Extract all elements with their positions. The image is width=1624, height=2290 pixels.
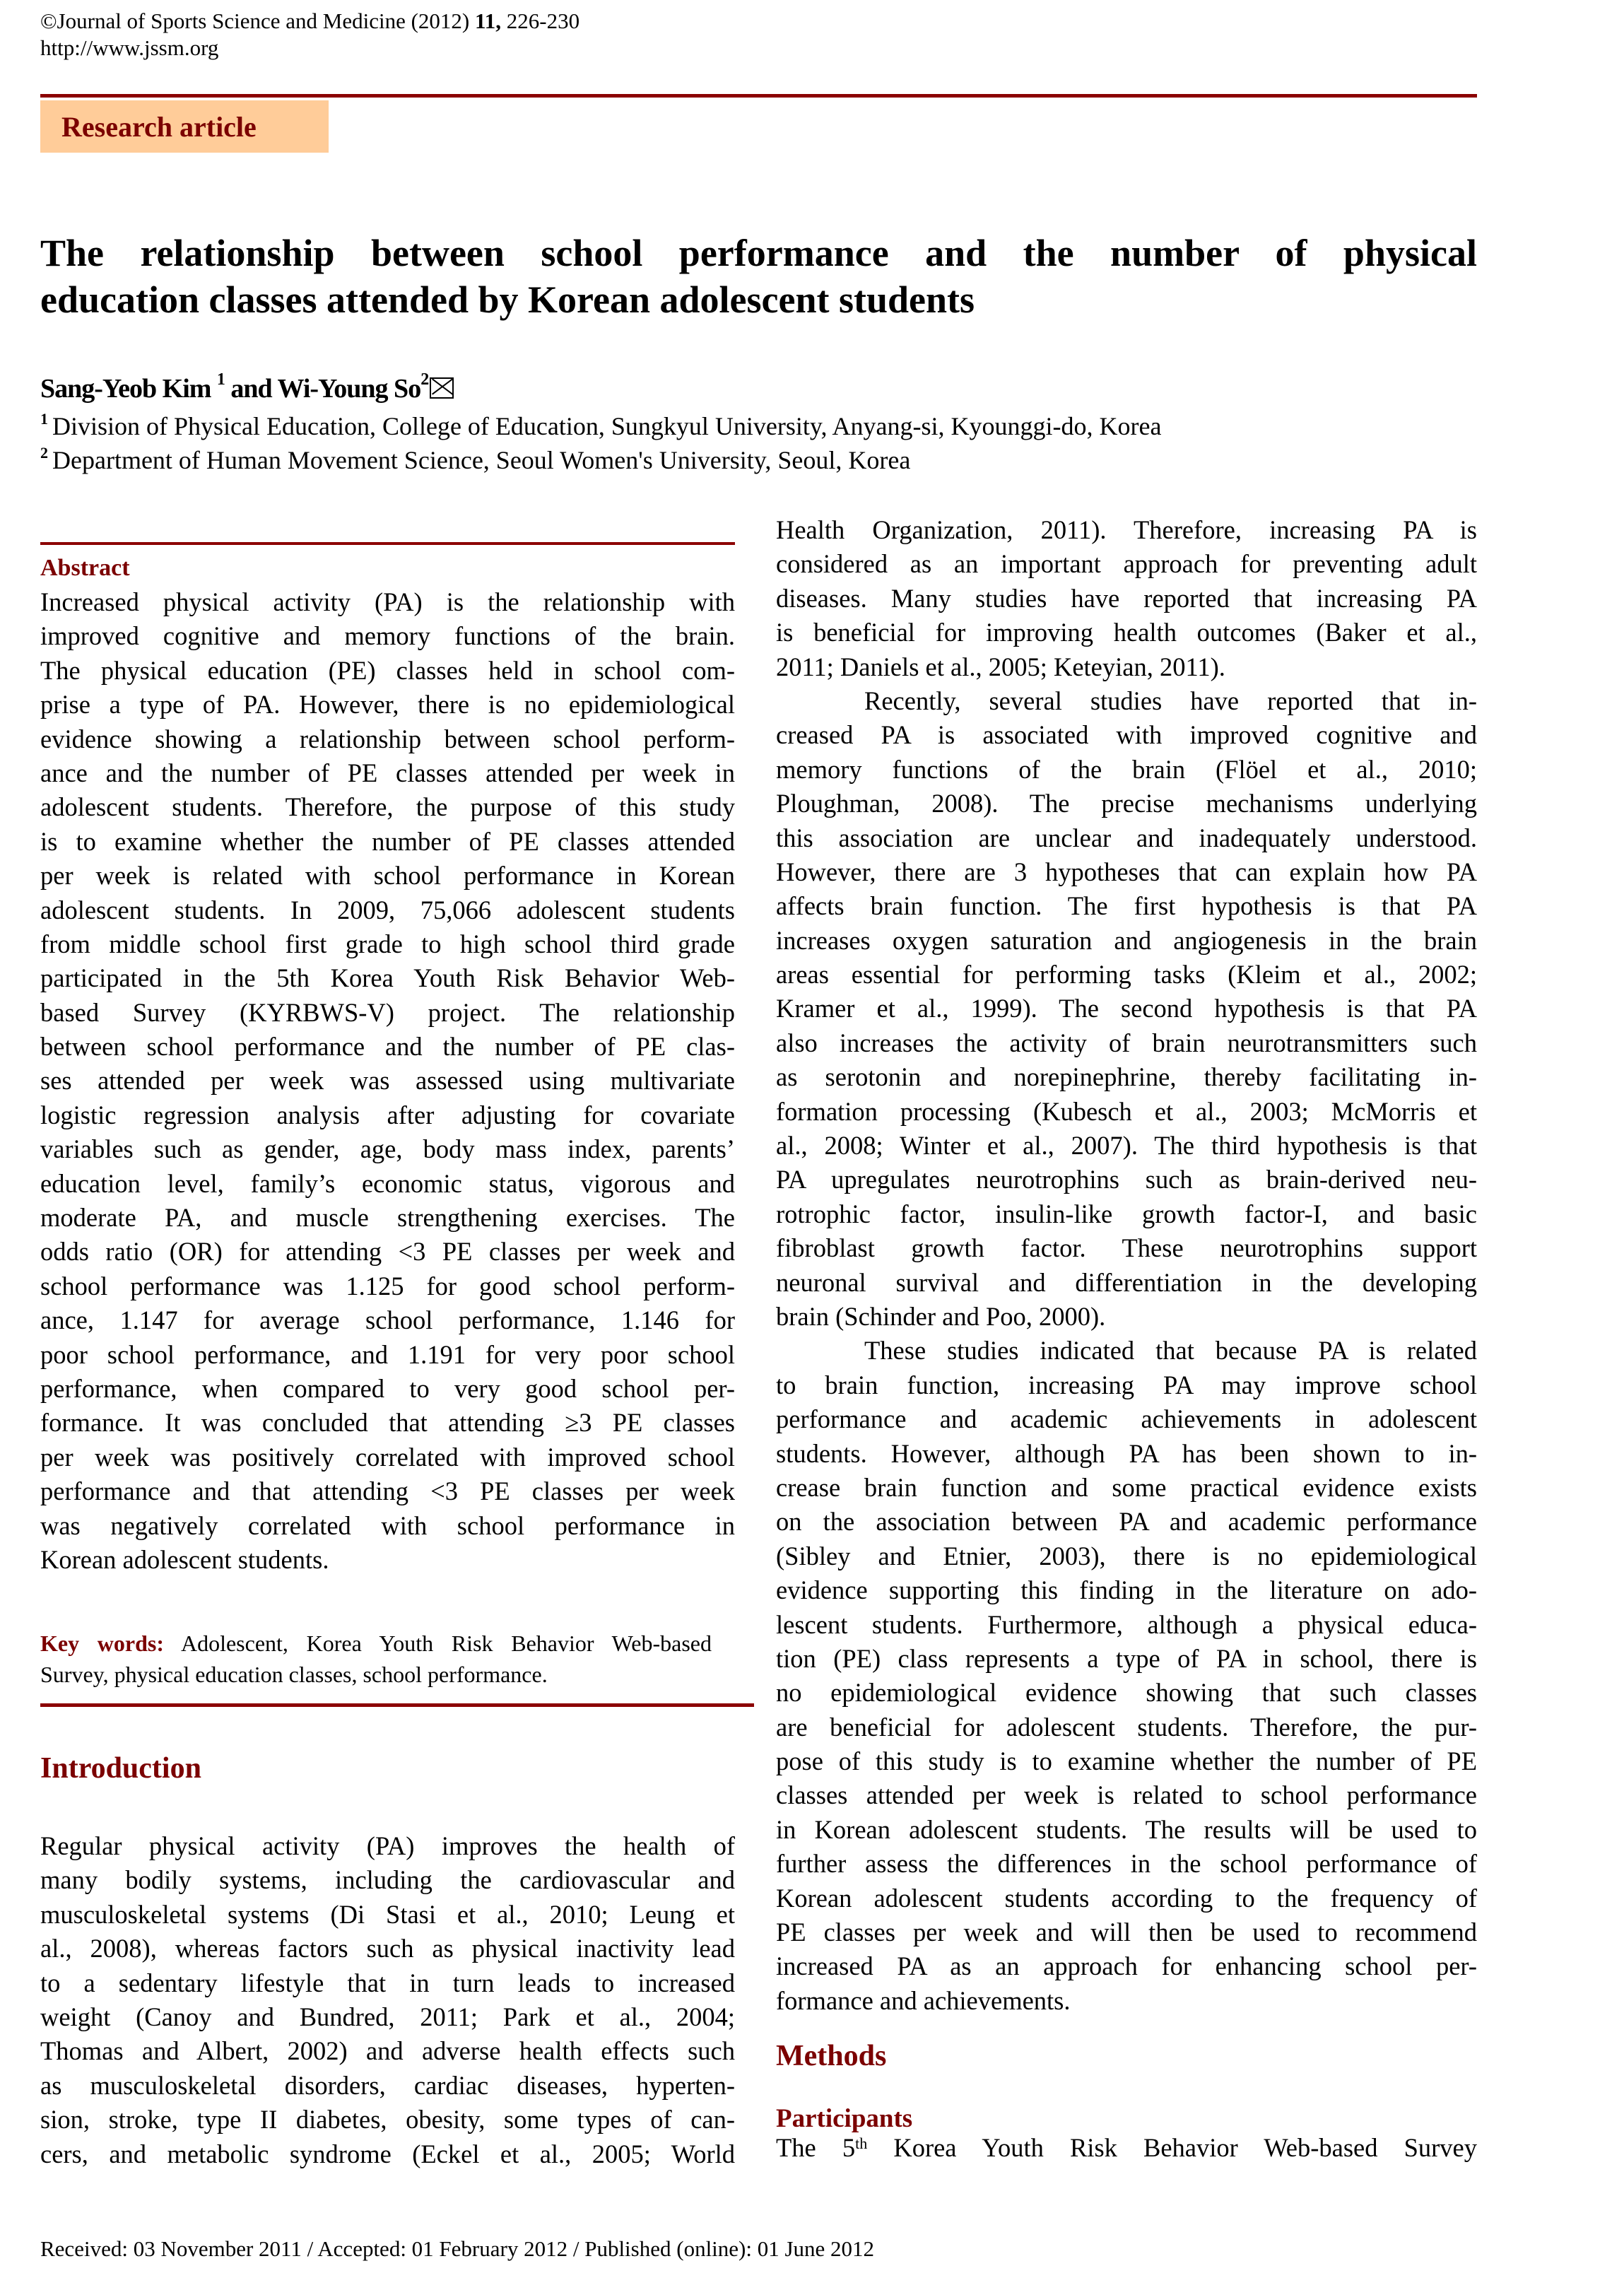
participants-line bbox=[776, 2131, 1477, 2165]
right-column-body bbox=[776, 513, 1477, 2018]
affiliation-number: 2 bbox=[40, 444, 48, 462]
body-line: diseases. Many studies have reported that increasing PA bbox=[776, 583, 1477, 613]
abstract-line: Korean adolescent students. bbox=[40, 1544, 329, 1574]
keywords-text: Adolescent, Korea Youth Risk Behavior Web-based bbox=[164, 1631, 712, 1656]
body-line: These studies indicated that because PA is related bbox=[864, 1336, 1477, 1366]
body-line: is beneficial for improving health outcomes (Baker et al., bbox=[776, 618, 1477, 647]
body-line: classes attended per week is related to school performance bbox=[776, 1780, 1477, 1810]
abstract-line: Increased physical activity (PA) is the relationship with bbox=[40, 587, 735, 616]
introduction-line: as musculoskeletal disorders, cardiac diseases, hyperten- bbox=[40, 2070, 735, 2100]
body-line: Recently, several studies have reported that in- bbox=[864, 686, 1477, 715]
abstract-line: odds ratio (OR) for attending <3 PE classes per week and bbox=[40, 1237, 735, 1267]
body-line: PE classes per week and will then be used to recommend bbox=[776, 1918, 1477, 1947]
abstract-line: adolescent students. Therefore, the purpose of this study bbox=[40, 792, 735, 822]
author-list bbox=[40, 370, 454, 404]
abstract-line: from middle school first grade to high school third grade bbox=[40, 929, 735, 958]
abstract-line: participated in the 5th Korea Youth Risk Behavior Web- bbox=[40, 963, 735, 993]
body-line: al., 2008; Winter et al., 2007). The third hypothesis is that bbox=[776, 1131, 1477, 1161]
journal-url[interactable]: http://www.jssm.org bbox=[40, 35, 219, 60]
article-title bbox=[40, 230, 1477, 323]
abstract-line: variables such as gender, age, body mass index, parents’ bbox=[40, 1134, 735, 1164]
keywords-text: Survey, physical education classes, school performance. bbox=[40, 1662, 548, 1687]
body-line: as serotonin and norepinephrine, thereby facilitating in- bbox=[776, 1062, 1477, 1092]
body-line: PA upregulates neurotrophins such as brain-derived neu- bbox=[776, 1165, 1477, 1194]
abstract-line: adolescent students. In 2009, 75,066 adolescent students bbox=[40, 895, 735, 924]
envelope-icon[interactable] bbox=[430, 377, 454, 399]
body-line: are beneficial for adolescent students. Therefore, the pur- bbox=[776, 1712, 1477, 1742]
abstract-body bbox=[40, 585, 735, 1577]
body-line: further assess the differences in the school performance of bbox=[776, 1849, 1477, 1879]
body-line: rotrophic factor, insulin-like growth factor-I, and basic bbox=[776, 1199, 1477, 1228]
introduction-line: cers, and metabolic syndrome (Eckel et al., 2005; World bbox=[40, 2139, 735, 2168]
article-type-label: Research article bbox=[61, 111, 257, 143]
participants-body bbox=[776, 2131, 1477, 2165]
author-name: Wi-Young So bbox=[277, 374, 421, 404]
body-line: crease brain function and some practical evidence exists bbox=[776, 1472, 1477, 1502]
abstract-line: school performance was 1.125 for good school perform- bbox=[40, 1271, 735, 1300]
journal-volume: 11, bbox=[475, 8, 502, 33]
body-line: formance and achievements. bbox=[776, 1985, 1071, 2015]
keywords bbox=[40, 1628, 712, 1690]
body-line: pose of this study is to examine whether the number of PE bbox=[776, 1746, 1477, 1776]
title-line: The relationship between school performance and the number of physical bbox=[40, 232, 1477, 274]
participants-text: Korea Youth Risk Behavior Web-based Survey bbox=[867, 2133, 1477, 2162]
abstract-line: between school performance and the number of PE clas- bbox=[40, 1032, 735, 1062]
body-line: creased PA is associated with improved cognitive and bbox=[776, 720, 1477, 750]
abstract-line: ses attended per week was assessed using multivariate bbox=[40, 1066, 735, 1096]
introduction-line: many bodily systems, including the cardiovascular and bbox=[40, 1865, 735, 1895]
body-line: affects brain function. The first hypothesis is that PA bbox=[776, 891, 1477, 921]
body-line: lescent students. Furthermore, although a physical educa- bbox=[776, 1609, 1477, 1639]
journal-citation bbox=[40, 8, 579, 34]
abstract-line: per week is related with school performance in Korean bbox=[40, 861, 735, 891]
body-line: increased PA as an approach for enhancing school per- bbox=[776, 1951, 1477, 1981]
body-line: increases oxygen saturation and angiogenesis in the brain bbox=[776, 925, 1477, 955]
abstract-line: was negatively correlated with school performance in bbox=[40, 1510, 735, 1540]
body-line: evidence supporting this finding in the literature on ado- bbox=[776, 1575, 1477, 1605]
introduction-line: Thomas and Albert, 2002) and adverse health effects such bbox=[40, 2036, 735, 2066]
header-rule bbox=[40, 94, 1477, 98]
body-line: performance and academic achievements in adolescent bbox=[776, 1404, 1477, 1434]
body-line: However, there are 3 hypotheses that can explain how PA bbox=[776, 857, 1477, 886]
body-line: (Sibley and Etnier, 2003), there is no epidemiological bbox=[776, 1541, 1477, 1570]
body-line: neuronal survival and differentiation in the developing bbox=[776, 1267, 1477, 1297]
introduction-heading: Introduction bbox=[40, 1752, 201, 1785]
abstract-line: formance. It was concluded that attending ≥3 PE classes bbox=[40, 1408, 735, 1438]
author-affiliation-marker: 1 bbox=[216, 370, 225, 389]
introduction-line: Regular physical activity (PA) improves the health of bbox=[40, 1831, 735, 1860]
abstract-line: is to examine whether the number of PE classes attended bbox=[40, 826, 735, 856]
keywords-label: Key words: bbox=[40, 1631, 165, 1656]
introduction-body bbox=[40, 1829, 735, 2171]
introduction-line: al., 2008), whereas factors such as physical inactivity lead bbox=[40, 1934, 735, 1963]
body-line: brain (Schinder and Poo, 2000). bbox=[776, 1301, 1106, 1331]
keywords-bottom-rule bbox=[40, 1703, 754, 1707]
article-type-badge bbox=[40, 100, 329, 153]
affiliation bbox=[40, 445, 910, 475]
author-affiliation-marker: 2 bbox=[420, 370, 429, 389]
title-line: education classes attended by Korean adolescent students bbox=[40, 278, 975, 321]
abstract-line: moderate PA, and muscle strengthening exercises. The bbox=[40, 1203, 735, 1233]
abstract-line: improved cognitive and memory functions of the brain. bbox=[40, 621, 735, 651]
body-line: tion (PE) class represents a type of PA in school, there is bbox=[776, 1643, 1477, 1673]
abstract-line: based Survey (KYRBWS-V) project. The relationship bbox=[40, 997, 735, 1027]
abstract-line: prise a type of PA. However, there is no epidemiological bbox=[40, 690, 735, 720]
affiliation-number: 1 bbox=[40, 410, 48, 428]
body-line: considered as an important approach for preventing adult bbox=[776, 549, 1477, 579]
body-line: no epidemiological evidence showing that such classes bbox=[776, 1678, 1477, 1708]
participants-heading: Participants bbox=[776, 2104, 913, 2133]
introduction-line: musculoskeletal systems (Di Stasi et al., 2010; Leung et bbox=[40, 1899, 735, 1929]
body-line: this association are unclear and inadequately understood. bbox=[776, 823, 1477, 852]
body-line: formation processing (Kubesch et al., 2003; McMorris et bbox=[776, 1096, 1477, 1126]
abstract-line: per week was positively correlated with improved school bbox=[40, 1442, 735, 1472]
abstract-line: evidence showing a relationship between school perform- bbox=[40, 724, 735, 753]
body-line: Kramer et al., 1999). The second hypothesis is that PA bbox=[776, 994, 1477, 1023]
abstract-line: ance, 1.147 for average school performance, 1.146 for bbox=[40, 1305, 735, 1335]
introduction-line: to a sedentary lifestyle that in turn leads to increased bbox=[40, 1968, 735, 1997]
body-line: Ploughman, 2008). The precise mechanisms underlying bbox=[776, 789, 1477, 818]
body-line: 2011; Daniels et al., 2005; Keteyian, 2011). bbox=[776, 652, 1225, 681]
methods-heading: Methods bbox=[776, 2040, 887, 2072]
participants-text: The 5 bbox=[776, 2133, 856, 2162]
abstract-line: performance and that attending <3 PE classes per week bbox=[40, 1476, 735, 1506]
abstract-line: The physical education (PE) classes held in school com- bbox=[40, 655, 735, 685]
ordinal-suffix: th bbox=[855, 2135, 868, 2152]
affiliation-text: Division of Physical Education, College of Education, Sungkyul University, Anyang-si, Kyounggi-do, Korea bbox=[52, 412, 1162, 440]
publication-dates: Received: 03 November 2011 / Accepted: 01 February 2012 / Published (online): 01 June 2012 bbox=[40, 2236, 875, 2261]
body-line: Health Organization, 2011). Therefore, increasing PA is bbox=[776, 515, 1477, 544]
abstract-line: logistic regression analysis after adjusting for covariate bbox=[40, 1100, 735, 1129]
abstract-line: ance and the number of PE classes attended per week in bbox=[40, 758, 735, 787]
journal-name: ©Journal of Sports Science and Medicine (2012) bbox=[40, 8, 475, 33]
introduction-line: sion, stroke, type II diabetes, obesity, some types of can- bbox=[40, 2105, 735, 2135]
author-conjunction: and bbox=[230, 374, 272, 404]
body-line: on the association between PA and academic performance bbox=[776, 1507, 1477, 1537]
body-line: areas essential for performing tasks (Kleim et al., 2002; bbox=[776, 960, 1477, 990]
body-line: students. However, although PA has been shown to in- bbox=[776, 1438, 1477, 1468]
body-line: memory functions of the brain (Flöel et al., 2010; bbox=[776, 754, 1477, 784]
journal-pages: 226-230 bbox=[501, 8, 580, 33]
body-line: in Korean adolescent students. The results will be used to bbox=[776, 1814, 1477, 1844]
affiliation-text: Department of Human Movement Science, Seoul Women's University, Seoul, Korea bbox=[52, 446, 911, 474]
abstract-heading: Abstract bbox=[40, 555, 130, 581]
abstract-top-rule bbox=[40, 542, 735, 545]
body-line: also increases the activity of brain neurotransmitters such bbox=[776, 1028, 1477, 1057]
body-line: fibroblast growth factor. These neurotrophins support bbox=[776, 1233, 1477, 1263]
body-line: to brain function, increasing PA may improve school bbox=[776, 1370, 1477, 1399]
affiliation bbox=[40, 411, 1161, 441]
abstract-line: performance, when compared to very good school per- bbox=[40, 1373, 735, 1403]
introduction-line: weight (Canoy and Bundred, 2011; Park et al., 2004; bbox=[40, 2002, 735, 2031]
abstract-line: education level, family’s economic status, vigorous and bbox=[40, 1168, 735, 1198]
body-line: Korean adolescent students according to the frequency of bbox=[776, 1883, 1477, 1913]
abstract-line: poor school performance, and 1.191 for very poor school bbox=[40, 1339, 735, 1369]
author-name: Sang-Yeob Kim bbox=[40, 374, 211, 404]
